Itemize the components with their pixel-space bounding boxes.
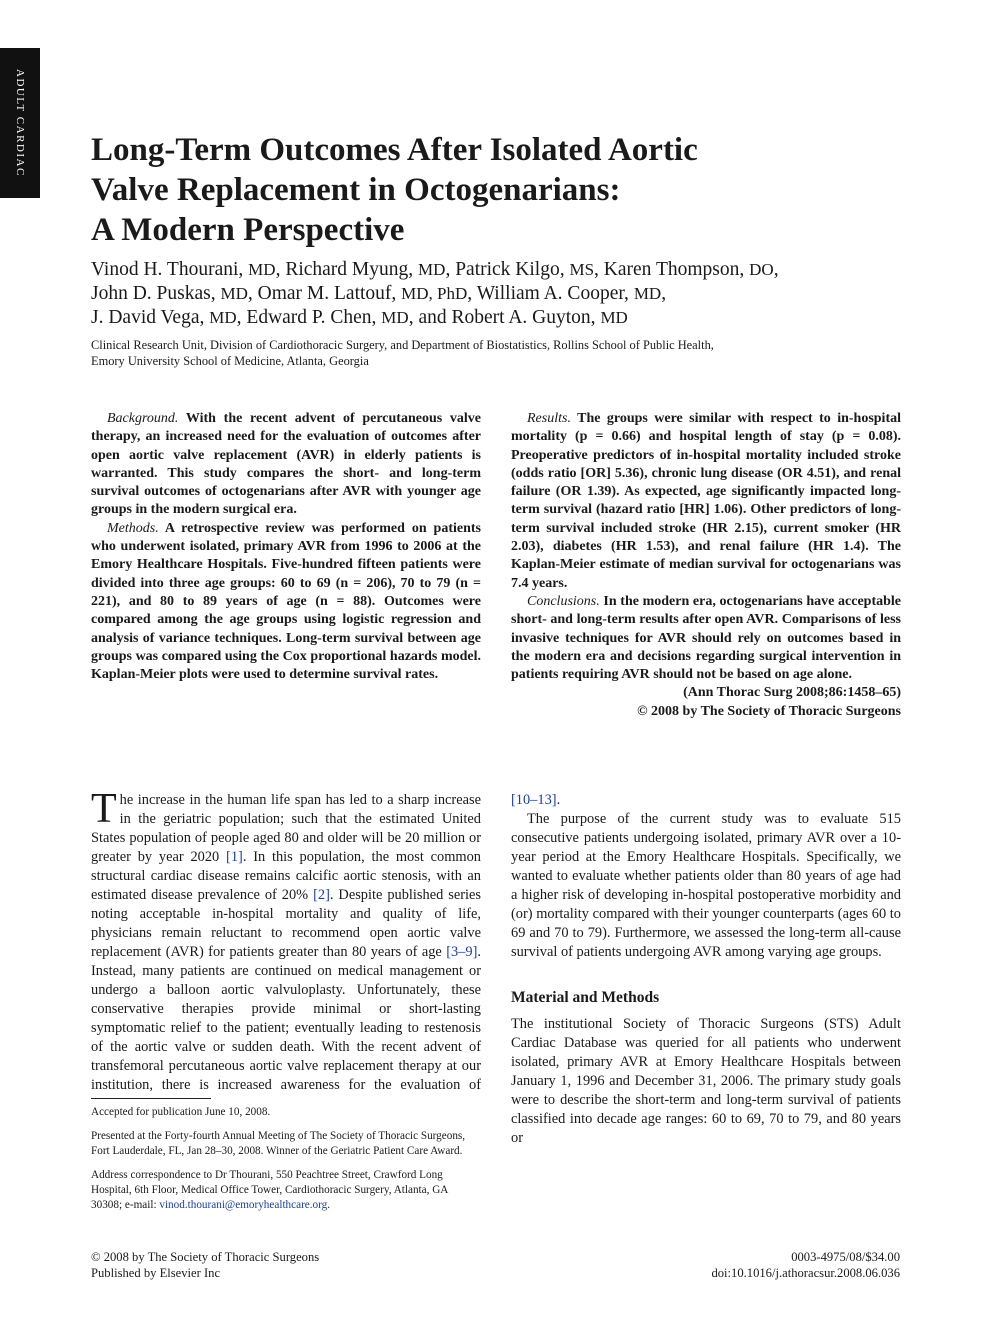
author-degree: MD, PhD [401, 284, 468, 303]
author-name: Edward P. Chen, [246, 307, 382, 328]
author-separator: , [247, 283, 258, 304]
results-text: The groups were similar with respect to in-hospital mortality (p = 0.66) and hospital length of stay (p = 0.08). Preoperative predictors of in-hospital mortality included stroke (odds ratio [OR] 5.36), chronic lung disease (OR 4.51), and renal failure (OR 1.39). As expected, age significantly impacted long-term survival (hazard ratio [HR] 1.06). Other predictors of long-term survival included stroke (HR 2.15), current smoker (HR 2.03), diabetes (HR 1.53), and renal failure (HR 1.4). The Kaplan-Meier estimate of median survival for octogenarians was 7.4 years. [511, 411, 901, 591]
author-name: Robert A. Guyton, [451, 307, 601, 328]
intro-text: he increase in the human life span has led to a sharp increase in the geriatric population; such that the estimated United States population of people aged 80 and older will be 20 million or greater by year 2020 [91, 792, 481, 865]
abstract-conclusions [511, 593, 901, 684]
footnotes [91, 1105, 481, 1222]
affiliation-line: Clinical Research Unit, Division of Cardiothoracic Surgery, and Department of Biostatistics, Rollins School of Public Health, [91, 338, 714, 352]
footnote-divider [91, 1098, 211, 1099]
methods-paragraph: The institutional Society of Thoracic Surgeons (STS) Adult Cardiac Database was queried for all patients who underwent isolated, primary AVR at Emory Healthcare Hospitals between January 1, 1996 and December 31, 2006. The primary study goals were to describe the short-term and long-term survival of patients classified into decade age ranges: 60 to 69, 70 to 79, and 80 years or [511, 1016, 901, 1146]
author-degree: MD [600, 308, 628, 327]
drop-cap: T [91, 791, 117, 832]
footer-left [91, 1249, 491, 1281]
background-text: With the recent advent of percutaneous valve therapy, an increased need for the evaluation of outcomes after open aortic valve replacement (AVR) in elderly patients is warranted. This study compares the short- and long-term survival outcomes of octogenarians after AVR with younger age groups in the modern surgical era. [91, 411, 481, 518]
author-separator: , [275, 259, 286, 280]
author-degree: MD [418, 260, 446, 279]
abstract-copyright: © 2008 by The Society of Thoracic Surgeons [637, 703, 901, 719]
intro-continued [511, 791, 901, 810]
footer-issn: 0003-4975/08/$34.00 [791, 1250, 900, 1264]
methods-label: Methods. [107, 520, 159, 536]
title-line: Long-Term Outcomes After Isolated Aortic [91, 132, 698, 168]
email-link[interactable]: vinod.thourani@emoryhealthcare.org [159, 1199, 328, 1211]
methods-text: A retrospective review was performed on patients who underwent isolated, primary AVR from 1996 to 2006 at the Emory Healthcare Hospitals. Five-hundred fifteen patients were divided into three age groups: 60 to 69 (n = 206), 70 to 79 (n = 221), and 80 to 89 years of age (n = 88). Outcomes were compared among the age groups using logistic regression and analysis of variance techniques. Long-term survival between age groups was compared using the Cox proportional hazards model. Kaplan-Meier plots were used to determine survival rates. [91, 520, 481, 683]
results-label: Results. [527, 411, 571, 426]
reference-link[interactable]: [2] [313, 887, 330, 903]
footer-doi: doi:10.1016/j.athoracsur.2008.06.036 [711, 1266, 900, 1280]
footnote-accepted: Accepted for publication June 10, 2008. [91, 1106, 271, 1118]
side-tab-label: ADULT CARDIAC [14, 69, 26, 177]
author-name: William A. Cooper, [476, 283, 634, 304]
author-separator: , and [408, 307, 452, 328]
intro-text: . Instead, many patients are continued on medical management or undergo a balloon aortic valvuloplasty. Unfortunately, these conservative therapies provide minimal or short-lasting symptomatic relief to the patient; eventually leading to restenosis of the aortic valve or sudden death. With the recent advent of transfemoral percutaneous aortic valve replacement therapy at our institution, there is increased awareness for the evaluation of [91, 944, 481, 1091]
author-name: Omar M. Lattouf, [257, 283, 402, 304]
body-left-column [91, 791, 481, 1091]
background-label: Background. [107, 411, 179, 426]
author-degree: DO [749, 260, 774, 279]
purpose-paragraph: The purpose of the current study was to evaluate 515 consecutive patients undergoing isolated, primary AVR over a 10-year period at the Emory Healthcare Hospitals. Specifically, we wanted to evaluate whether patients older than 80 years of age had a higher risk of developing in-hospital postoperative morbidity and (or) mortality compared with their younger counterparts (ages 60 to 69 and 70 to 79). Furthermore, we assessed the long-term all-cause survival of patients undergoing AVR among varying age groups. [511, 811, 901, 960]
reference-link[interactable]: [3–9] [446, 944, 478, 960]
author-line [91, 258, 911, 282]
author-list [91, 258, 911, 330]
author-name: J. David Vega, [91, 307, 210, 328]
author-name: Patrick Kilgo, [455, 259, 570, 280]
address-text: Address correspondence to Dr Thourani, 550 Peachtree Street, Crawford Long Hospital, 6th Floor, Medical Office Tower, Cardiothoracic Surgery, Atlanta, GA 30308; e-mail: [91, 1169, 448, 1211]
abstract-results [511, 410, 901, 593]
author-separator: , [594, 259, 604, 280]
abstract-left-column [91, 410, 481, 684]
footer-copyright: © 2008 by The Society of Thoracic Surgeons [91, 1250, 320, 1264]
body-right-column [511, 791, 901, 1148]
footer-right [560, 1249, 900, 1281]
address-end: . [327, 1199, 331, 1211]
section-heading: Material and Methods [511, 989, 660, 1006]
author-separator: , [661, 283, 667, 304]
abstract-background [91, 410, 481, 520]
author-degree: MD [381, 308, 409, 327]
journal-citation: (Ann Thorac Surg 2008;86:1458–65) [683, 685, 901, 701]
intro-text: . Despite published series noting acceptable in-hospital mortality and quality of life, physicians remain reluctant to recommend open aortic valve replacement (AVR) for patients greater than 80 years of age [91, 887, 481, 960]
author-name: Vinod H. Thourani, [91, 259, 249, 280]
article-title [91, 130, 851, 250]
footer-publisher: Published by Elsevier Inc [91, 1266, 221, 1280]
intro-paragraph [91, 791, 481, 1091]
author-degree: MD [209, 308, 237, 327]
conclusions-text: In the modern era, octogenarians have acceptable short- and long-term results after open AVR. Comparisons of less invasive techniques for AVR should rely on outcomes based in the modern era and decisions regarding surgical intervention in patients requiring AVR should not be based on age alone. [511, 593, 901, 683]
abstract-methods [91, 520, 481, 685]
author-name: John D. Puskas, [91, 283, 221, 304]
author-separator: , [236, 307, 247, 328]
author-degree: MD [220, 284, 248, 303]
footnote-address [91, 1168, 481, 1213]
author-separator: , [773, 259, 779, 280]
intro-text: . In this population, the most common structural cardiac disease remains calcific aortic stenosis, with an estimated disease prevalence of 20% [91, 849, 481, 903]
author-line [91, 282, 911, 306]
intro-text: . [556, 792, 561, 808]
conclusions-label: Conclusions. [527, 593, 600, 609]
author-name: Richard Myung, [285, 259, 419, 280]
reference-link[interactable]: [10–13] [511, 792, 557, 808]
title-line: Valve Replacement in Octogenarians: [91, 172, 621, 208]
title-line: A Modern Perspective [91, 212, 405, 248]
abstract-right-column [511, 410, 901, 721]
author-separator: , [467, 283, 477, 304]
affiliation-line: Emory University School of Medicine, Atlanta, Georgia [91, 354, 369, 368]
footnote-presented: Presented at the Forty-fourth Annual Meeting of The Society of Thoracic Surgeons, Fort Lauderdale, FL, Jan 28–30, 2008. Winner of the Geriatric Patient Care Award. [91, 1130, 466, 1157]
affiliation [91, 337, 911, 369]
author-line [91, 306, 911, 330]
section-side-tab [0, 48, 40, 198]
reference-link[interactable]: [1] [226, 849, 243, 865]
author-degree: MD [248, 260, 276, 279]
author-separator: , [445, 259, 456, 280]
author-degree: MD [633, 284, 662, 303]
author-name: Karen Thompson, [603, 259, 750, 280]
author-degree: MS [569, 260, 595, 279]
